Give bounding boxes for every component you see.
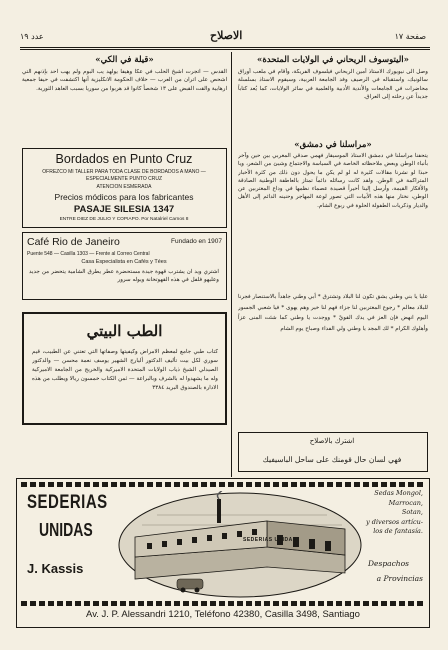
- column-divider: [231, 52, 232, 477]
- ad-cafe-founded: Fundado en 1907: [171, 238, 222, 245]
- subscribe-text: فهي لسان حال قومنك على ساحل الباسيفيك: [262, 455, 402, 464]
- header-rule: [20, 47, 430, 48]
- dispatch-line-2: a Provincias: [376, 574, 423, 583]
- brand-name-1: SEDERIAS: [27, 491, 108, 514]
- ad-home-medicine: [22, 312, 227, 425]
- ad-cafe-rio: [22, 232, 227, 300]
- ornamental-border-top: [21, 482, 425, 487]
- article-body-rihani: وصل الى نيويورك الاستاذ أمين الريحاني فيلسوف الفريكة، وأقام في ملعب أوراق سالونيك، واستقباله في الرصيف وفد الجامعة العربية، وسيقوم الاستاذ بسلسلة محاضرات في الجامعات والأندية الأدبية والعلمية في سائر الولايات، كما يُعد كتاباً جديداً عن رحلته إلى العراق.: [238, 69, 428, 100]
- poem: عليا يا بني وطني يشق تكون لنا البلاد وتشترق * أبي وطني جاهداً بالاستنصار فجرنا للبلاد معالم * رجوع المغتربين لنا جزاء فهم لنا خير وهم يهوى * فيا شعبي الجسور اليوم انهض فإن العز في يدك القويّ * ووجدت يا وطني كما شئت المنى عزاً وأهلوك الكرام * لك المجد يا وطني ولي الفداء وصباح يوم الشام: [238, 294, 428, 332]
- issue-number: عدد ١٩: [20, 32, 44, 41]
- brand-name-2: UNIDAS: [39, 519, 93, 540]
- subscribe-box: [238, 432, 428, 472]
- factory-sign: SEDERIAS UNIDAS: [243, 537, 297, 543]
- article-body-damascus: يتحفنا مراسلنا في دمشق الاستاذ الموسيقار فهمي صدقي المغربي بين حين وآخر بأنباء الوطن وبعض ملاحظاته الخاصة في السياسة والاجتماع وشيئ من الشعر، ويا حبذا لو نشرنا مقالات كثيرة له لو لم يكن ما يحول دون ذلك من كثرة الأخبار المتراكمة في الوطن. ولقد كانت رسائله دائماً تمتاز بالعاطفة الوطنية الصادقة والأفكار القيمة، وأرسل إلينا أخيراً قصيدة عصماء نظمها في وداع المغتربين عن الوطن، نختار منها هذه الأبيات التي تصور لوعة المهاجر وحنينه الدائم إلى الأهل والديار وذكريات الطفولة الحلوة في ربوع الشام.: [238, 153, 428, 209]
- products-list: [359, 489, 423, 537]
- ad-bordados-line2: ATENCION ESMERADA: [96, 184, 152, 190]
- header-rule-thin: [20, 49, 430, 50]
- masthead: الاصلاح: [210, 29, 243, 42]
- product-line-4: y diversos artícu-: [366, 517, 423, 526]
- ad-medicine-title: الطب البيتي: [86, 322, 163, 340]
- article-title-rihani: «اليتوسوف الريحاني في الولايات المتحدة»: [257, 55, 409, 65]
- subscribe-title: اشترك بالاصلاح: [309, 437, 355, 445]
- ad-bordados-line3: Precios módicos para los fabricantes: [54, 192, 194, 202]
- dispatch-line-1: Despachos: [368, 559, 409, 568]
- ad-bordados-line4: PASAJE SILESIA 1347: [73, 204, 175, 215]
- article-body-kei: القدس — اتجرت اشيخ الحلب في عكا وهيفا يولهد يب البوم ولم يهب احد بإذنهم التي اشحص على اتران من العرب — خلاف الحكومة الانكليزية أنها اكتشفت في حيفا جمعية ارهابية والقت القبض على ١٣ شخصاً كانوا قد هربوا من سوريا بسبب العاهد الثورية.: [22, 69, 227, 92]
- ad-cafe-line1: Puente 548 — Casilla 1303 — Frente al Correo Central: [27, 251, 150, 257]
- page-number: صفحة ١٧: [394, 32, 426, 41]
- page-header: [20, 30, 430, 48]
- ad-bordados-headline: Bordados en Punto Cruz: [55, 152, 193, 166]
- ornamental-border-bottom: [21, 601, 425, 606]
- article-title-damascus: «مراسلنا في دمشق»: [294, 140, 372, 150]
- ad-bordados: [22, 148, 227, 228]
- ad-sederias-unidas: [16, 478, 430, 628]
- factory-illustration: [117, 491, 363, 599]
- ad-cafe-line2: Casa Especialista en Cafés y Tées: [81, 259, 167, 265]
- product-line-5: los de fantasía.: [373, 527, 423, 535]
- address-footer: Av. J. P. Alessandri 1210, Teléfono 42380, Casilla 3498, Santiago: [86, 609, 360, 620]
- owner-name: J. Kassis: [27, 561, 84, 576]
- article-title-kei: «قيلة في الكي»: [95, 55, 154, 65]
- ad-cafe-arabic: اشتري ويد ان يشترب قهوة جيدة مستحضرة عطر يطرق الشامية يتحضر من جديد وعليهو فلفل في هذه القهوتخانة ويوله سرور: [29, 269, 219, 284]
- ad-medicine-text: كتاب طبي جامع لمعظم الامراض وكيفيتها وصفاتها التي تعتني عن الطبيب، قيم سوري لكل بيت تأليف الدكتور أليارج الشهير يوسف نعمة محسن — والدكتور الصيدلي الشيخ ذياب الولايات المتحدة الاميركية والخريج من الجامعة الاميركية وله ما يشهدوا له بالشرف وبالبراعة — ثمن الكتاب خمسون ريالا ويطلب من هذه الادارة بالصندوق البريد ٣٣٨٤: [32, 349, 218, 391]
- product-line-1: Sedas Mongol,: [374, 489, 423, 497]
- ad-cafe-headline: Café Rio de Janeiro: [27, 236, 120, 248]
- ad-bordados-line1: OFREZCO MI TALLER PARA TODA CLASE DE BORDADOS A MANO — ESPECIALMENTE PUNTO CRUZ: [42, 169, 206, 182]
- product-line-3: Sotan,: [401, 508, 423, 516]
- product-line-2: Marrocan,: [388, 498, 423, 507]
- ad-bordados-line5: ENTRE DIEZ DE JULIO Y COPIAPO. Por Natalriel Carnos 8: [59, 217, 189, 222]
